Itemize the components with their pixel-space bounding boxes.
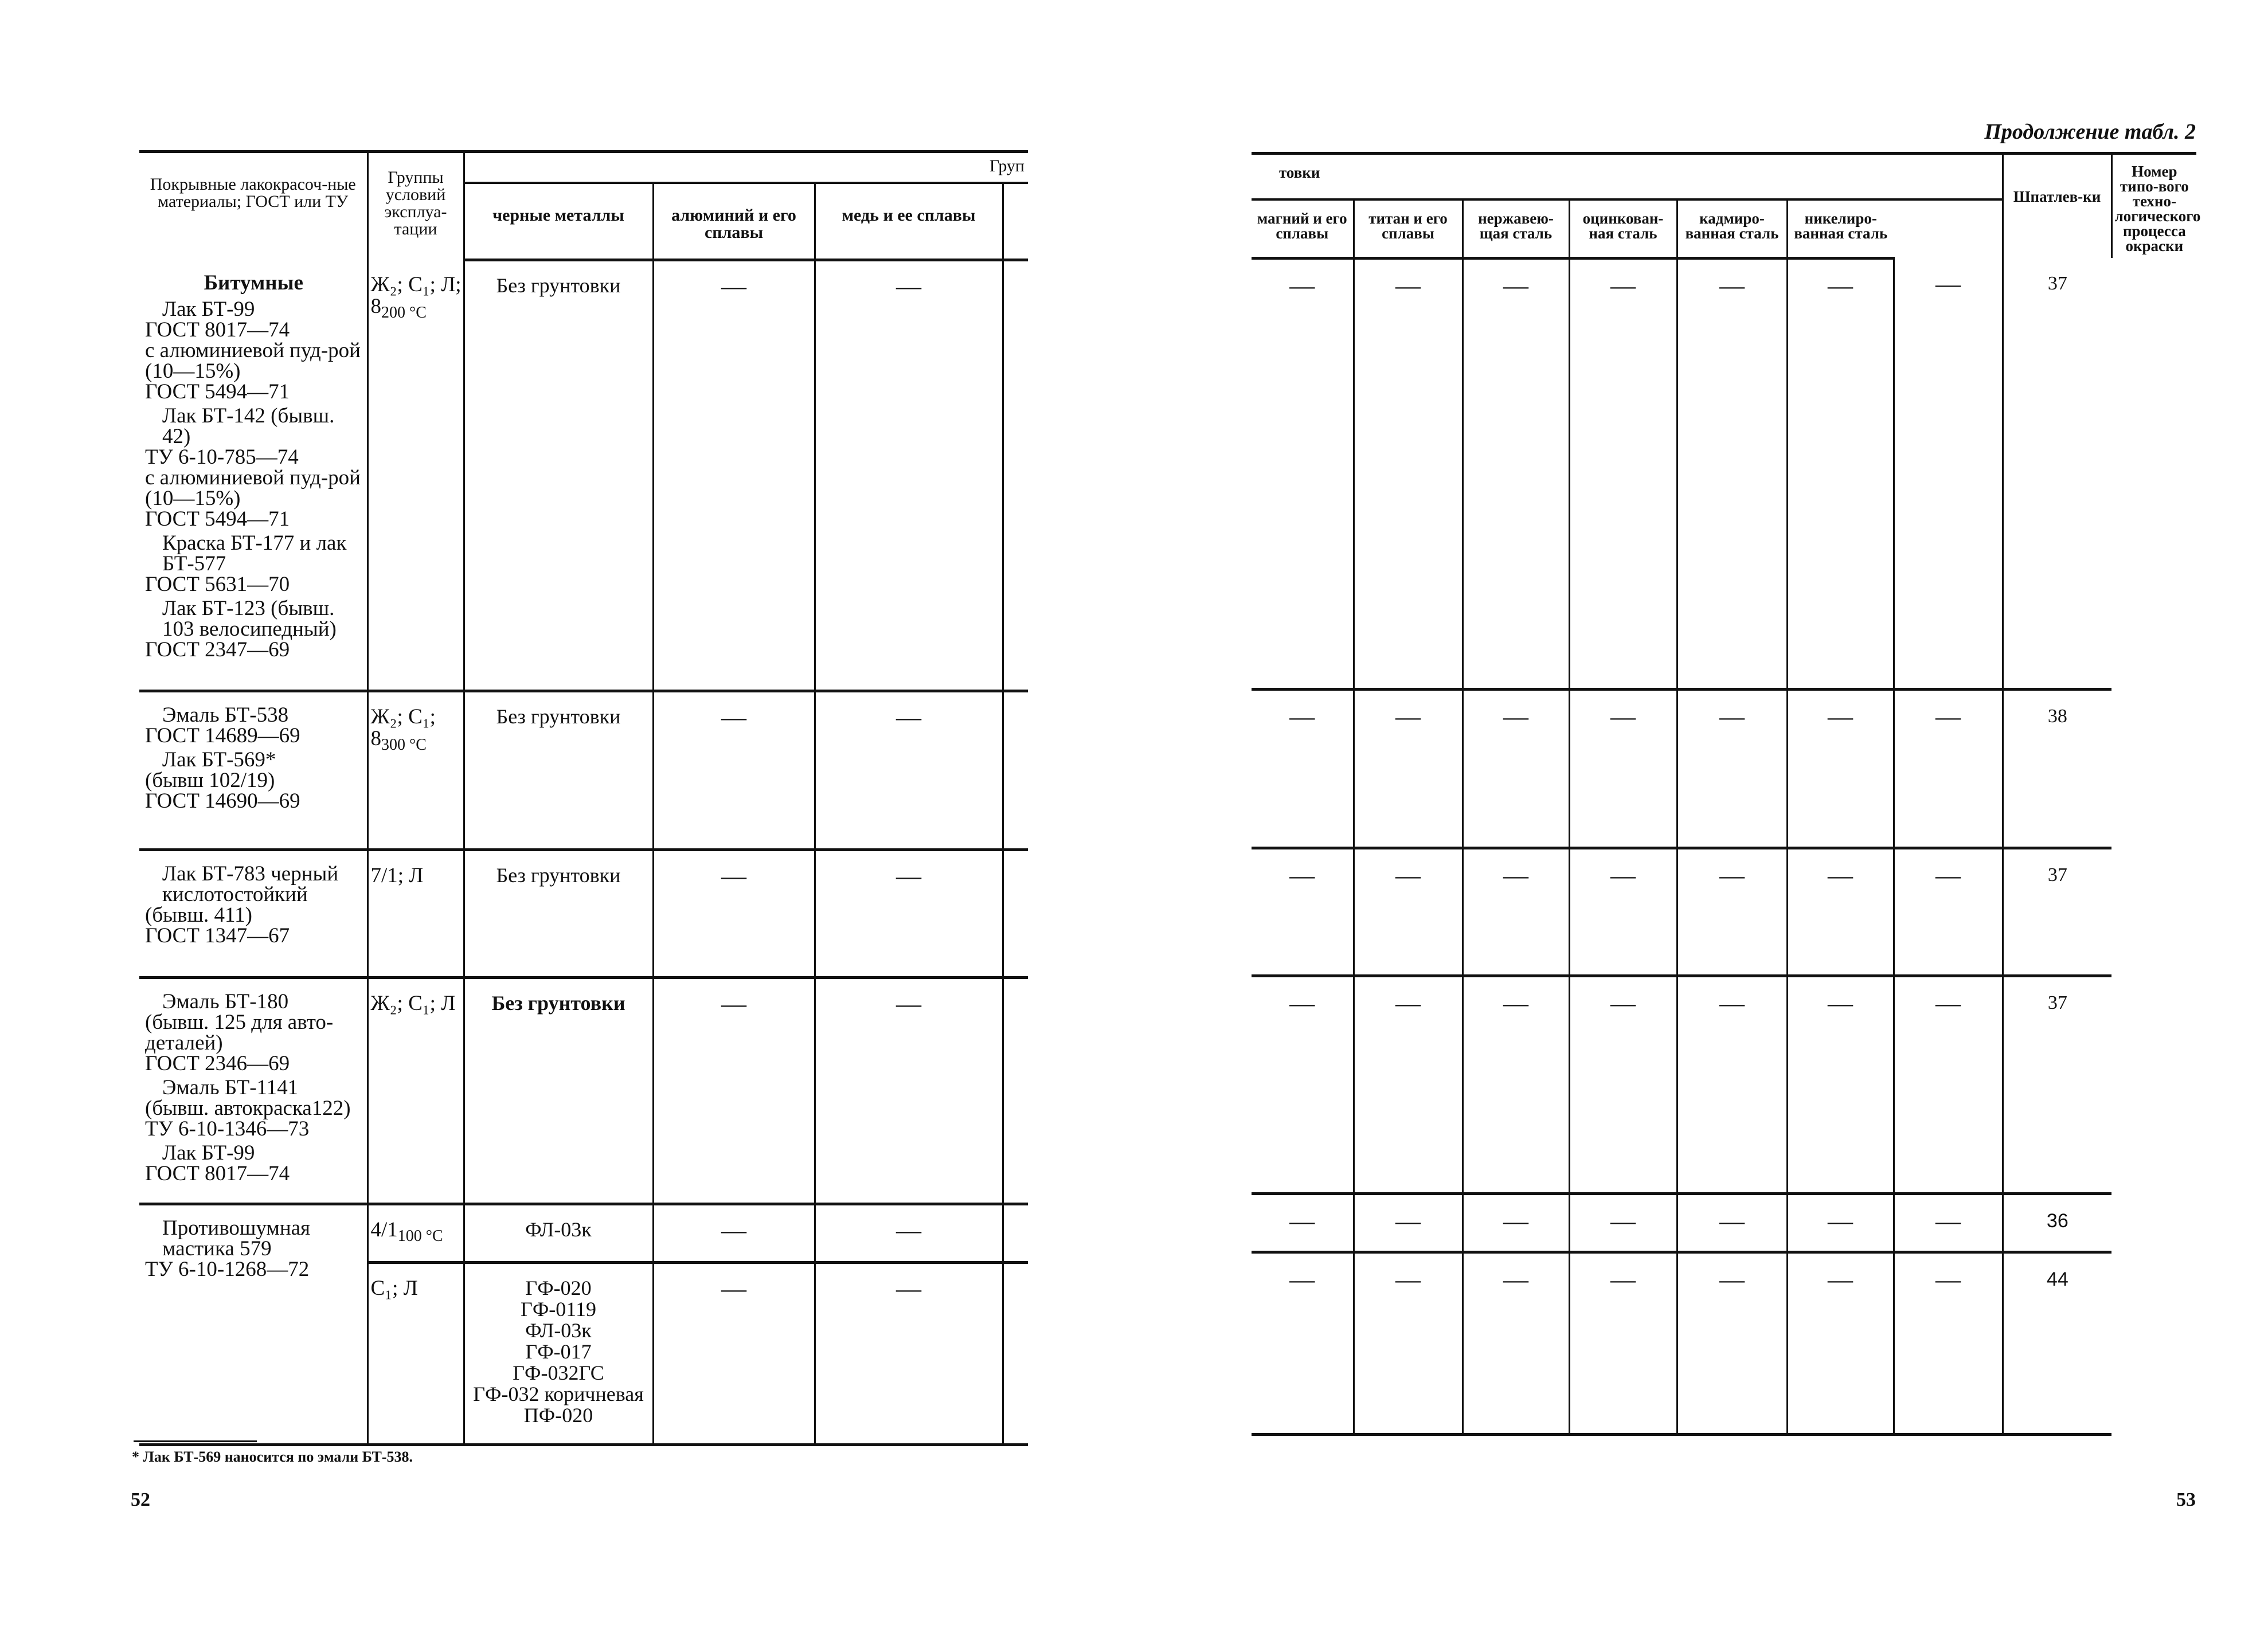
copper-cell: — xyxy=(815,260,1003,691)
material-entry xyxy=(145,1078,362,1140)
material-line: ГОСТ 5494—71 xyxy=(145,379,290,404)
material-line: Эмаль БТ-538 xyxy=(162,703,289,727)
process-number-cell: 38 xyxy=(2003,689,2111,848)
header-putty: Шпатлев-ки xyxy=(2003,154,2111,259)
nickel-cell: — xyxy=(1787,848,1894,976)
cadmium-cell: — xyxy=(1677,1193,1787,1252)
titanium-cell: — xyxy=(1354,1193,1463,1252)
header-titanium: титан и его сплавы xyxy=(1354,199,1463,258)
material-line: ГОСТ 1347—67 xyxy=(145,924,290,947)
table-row xyxy=(1252,689,2196,848)
groups-cell xyxy=(367,691,464,850)
footnote: * Лак БТ-569 наносится по эмали БТ-538. xyxy=(132,1448,413,1465)
right-page xyxy=(1134,0,2268,1625)
copper-cell: — xyxy=(815,691,1003,850)
material-line: ТУ 6-10-1268—72 xyxy=(145,1258,310,1281)
groups-cell xyxy=(367,1263,464,1445)
material-line: Лак БТ-123 (бывш. 103 велосипедный) xyxy=(162,596,337,641)
cadmium-cell: — xyxy=(1677,976,1787,1193)
process-number-cell: 44 xyxy=(2003,1252,2111,1434)
header-materials: Покрывные лакокрасоч-ные материалы; ГОСТ или ТУ xyxy=(139,152,367,260)
primer-line: ГФ-032 коричневая xyxy=(473,1383,644,1405)
material-line: Краска БТ-177 и лак БТ-577 xyxy=(162,531,347,575)
primer-line: ПФ-020 xyxy=(523,1404,593,1427)
aluminium-cell: — xyxy=(653,260,815,691)
titanium-cell: — xyxy=(1354,258,1463,689)
materials-cell xyxy=(139,691,367,850)
material-line: Лак БТ-142 (бывш. 42) xyxy=(162,404,335,448)
header-magnesium: магний и его сплавы xyxy=(1252,199,1354,258)
groups-theta: 8 xyxy=(370,727,381,750)
groups-value: Ж₂; С₁; Л xyxy=(370,992,456,1015)
table-row xyxy=(1252,848,2196,976)
header-gruppy: Груп xyxy=(464,152,1028,183)
groups-cell xyxy=(367,1204,464,1263)
header-aluminium: алюминий и его сплавы xyxy=(653,183,815,260)
groups-temperature: 100 °С xyxy=(397,1227,443,1245)
materials-cell xyxy=(139,978,367,1204)
material-line: (бывш. автокраска122) xyxy=(145,1097,351,1120)
material-line: (бывш. 411) xyxy=(145,903,252,927)
right-table xyxy=(1252,152,2201,1436)
magnesium-cell: — xyxy=(1252,848,1354,976)
material-line: Лак БТ-783 черный кислотостойкий xyxy=(162,862,339,906)
material-line: ГОСТ 8017—74 xyxy=(145,1162,290,1185)
process-number-cell: 37 xyxy=(2003,848,2111,976)
groups-cell xyxy=(367,850,464,978)
magnesium-cell: — xyxy=(1252,1252,1354,1434)
spacer-cell xyxy=(1003,850,1028,978)
magnesium-cell: — xyxy=(1252,1193,1354,1252)
stainless-cell: — xyxy=(1463,1252,1569,1434)
spacer-cell xyxy=(1003,260,1028,691)
material-entry xyxy=(145,1143,362,1184)
table-row xyxy=(1252,976,2196,1193)
page-number: 53 xyxy=(2176,1489,2196,1510)
groups-value: Ж₂; С₁; Л; xyxy=(370,272,462,296)
groups-temperature: 300 °С xyxy=(381,736,427,754)
stainless-cell: — xyxy=(1463,1193,1569,1252)
primer-line: ГФ-032ГС xyxy=(513,1361,604,1384)
material-line: Эмаль БТ-1141 xyxy=(162,1076,299,1099)
header-spacer xyxy=(1003,183,1028,260)
table-continuation-title: Продолжение табл. 2 xyxy=(1984,120,2196,144)
material-line: Лак БТ-99 xyxy=(162,1141,255,1165)
spacer-cell xyxy=(1003,1204,1028,1263)
material-line: с алюминиевой пуд-рой (10—15%) xyxy=(145,338,361,383)
page-number: 52 xyxy=(131,1489,150,1510)
material-entry xyxy=(145,299,362,402)
groups-cell xyxy=(367,978,464,1204)
galvanized-cell: — xyxy=(1569,1252,1677,1434)
table-row xyxy=(139,850,1028,978)
putty-cell: — xyxy=(1894,689,2003,848)
putty-cell: — xyxy=(1894,258,2003,689)
material-line: (бывш. 125 для авто-деталей) xyxy=(145,1011,334,1055)
stainless-cell: — xyxy=(1463,976,1569,1193)
aluminium-cell: — xyxy=(653,1263,815,1445)
material-entry xyxy=(145,750,362,812)
material-line: ГОСТ 5631—70 xyxy=(145,572,290,596)
aluminium-cell: — xyxy=(653,978,815,1204)
groups-value: С₁; Л xyxy=(370,1276,418,1300)
material-line: ТУ 6-10-785—74 xyxy=(145,445,299,469)
copper-cell: — xyxy=(815,978,1003,1204)
table-row xyxy=(1252,258,2196,689)
putty-cell: — xyxy=(1894,1193,2003,1252)
material-entry xyxy=(145,406,362,530)
magnesium-cell: — xyxy=(1252,258,1354,689)
material-line: Эмаль БТ-180 xyxy=(162,990,289,1013)
groups-temperature: 200 °С xyxy=(381,303,427,322)
copper-cell: — xyxy=(815,1204,1003,1263)
groups-cell xyxy=(367,260,464,691)
spacer-cell xyxy=(1003,1263,1028,1445)
primer-line: ГФ-0119 xyxy=(521,1298,596,1321)
black-metals-cell: Без грунтовки xyxy=(464,850,653,978)
materials-cell xyxy=(139,260,367,691)
header-nickel: никелиро-ванная сталь xyxy=(1787,199,1894,258)
putty-cell: — xyxy=(1894,848,2003,976)
material-entry xyxy=(145,705,362,746)
materials-cell xyxy=(139,850,367,978)
putty-cell: — xyxy=(1894,1252,2003,1434)
table-row xyxy=(139,691,1028,850)
cadmium-cell: — xyxy=(1677,1252,1787,1434)
galvanized-cell: — xyxy=(1569,976,1677,1193)
header-tovki: товки xyxy=(1252,154,2003,199)
titanium-cell: — xyxy=(1354,976,1463,1193)
stainless-cell: — xyxy=(1463,258,1569,689)
nickel-cell: — xyxy=(1787,689,1894,848)
process-number-cell: 36 xyxy=(2003,1193,2111,1252)
groups-value: 4/1 xyxy=(370,1218,398,1242)
aluminium-cell: — xyxy=(653,1204,815,1263)
nickel-cell: — xyxy=(1787,1193,1894,1252)
header-process-number: Номер типо-вого техно-логического процесса окраски xyxy=(2111,154,2196,259)
header-galvanized: оцинкован-ная сталь xyxy=(1569,199,1677,258)
table-row xyxy=(1252,1193,2196,1252)
galvanized-cell: — xyxy=(1569,848,1677,976)
nickel-cell: — xyxy=(1787,1252,1894,1434)
cadmium-cell: — xyxy=(1677,848,1787,976)
copper-cell: — xyxy=(815,1263,1003,1445)
left-table xyxy=(139,150,1028,1446)
primer-line: ГФ-017 xyxy=(525,1340,592,1363)
titanium-cell: — xyxy=(1354,1252,1463,1434)
black-metals-cell: Без грунтовки xyxy=(464,978,653,1204)
material-line: ГОСТ 14689—69 xyxy=(145,724,300,747)
black-metals-cell: Без грунтовки xyxy=(464,691,653,850)
table-row xyxy=(139,1204,1028,1263)
aluminium-cell: — xyxy=(653,850,815,978)
header-copper: медь и ее сплавы xyxy=(815,183,1003,260)
stainless-cell: — xyxy=(1463,689,1569,848)
header-cadmium: кадмиро-ванная сталь xyxy=(1677,199,1787,258)
left-header-row-1 xyxy=(139,152,1028,183)
titanium-cell: — xyxy=(1354,848,1463,976)
material-entry xyxy=(145,1218,362,1280)
groups-value: Ж₂; С₁; xyxy=(370,705,436,729)
aluminium-cell: — xyxy=(653,691,815,850)
header-stainless: нержавею-щая сталь xyxy=(1463,199,1569,258)
magnesium-cell: — xyxy=(1252,976,1354,1193)
material-line: ГОСТ 5494—71 xyxy=(145,507,290,531)
materials-cell xyxy=(139,1204,367,1445)
material-line: ТУ 6-10-1346—73 xyxy=(145,1117,310,1141)
material-entry xyxy=(145,864,362,946)
header-groups: Группы условий эксплуа-тации xyxy=(367,152,464,260)
nickel-cell: — xyxy=(1787,976,1894,1193)
groups-value: 7/1; Л xyxy=(370,864,424,887)
category-label: Битумные xyxy=(204,271,303,295)
material-line: ГОСТ 2347—69 xyxy=(145,637,290,661)
cadmium-cell: — xyxy=(1677,258,1787,689)
table-row xyxy=(139,978,1028,1204)
spacer-cell xyxy=(1003,691,1028,850)
process-number-cell: 37 xyxy=(2003,258,2111,689)
copper-cell: — xyxy=(815,850,1003,978)
header-black-metals: черные металлы xyxy=(464,183,653,260)
groups-theta: 8 xyxy=(370,294,381,318)
spacer-cell xyxy=(1003,978,1028,1204)
galvanized-cell: — xyxy=(1569,1193,1677,1252)
footnote-rule xyxy=(134,1440,257,1442)
black-metals-cell: ФЛ-03к xyxy=(464,1204,653,1263)
primer-line: ФЛ-03к xyxy=(525,1319,592,1342)
black-metals-cell: Без грунтовки xyxy=(464,260,653,691)
material-line: ГОСТ 8017—74 xyxy=(145,318,290,342)
material-entry xyxy=(145,992,362,1074)
material-entry xyxy=(145,598,362,660)
material-line: Противошумная мастика 579 xyxy=(162,1216,311,1260)
material-line: ГОСТ 2346—69 xyxy=(145,1052,290,1075)
titanium-cell: — xyxy=(1354,689,1463,848)
galvanized-cell: — xyxy=(1569,258,1677,689)
material-line: с алюминиевой пуд-рой (10—15%) xyxy=(145,465,361,510)
black-metals-cell xyxy=(464,1263,653,1445)
material-entry xyxy=(145,533,362,595)
cadmium-cell: — xyxy=(1677,689,1787,848)
nickel-cell: — xyxy=(1787,258,1894,689)
process-number-cell: 37 xyxy=(2003,976,2111,1193)
stainless-cell: — xyxy=(1463,848,1569,976)
table-row xyxy=(1252,1252,2196,1434)
material-line: ГОСТ 14690—69 xyxy=(145,789,300,813)
material-line: Лак БТ-99 xyxy=(162,297,255,321)
primer-line: ГФ-020 xyxy=(525,1276,592,1299)
material-line: (бывш 102/19) xyxy=(145,769,275,792)
right-header-row-1 xyxy=(1252,154,2196,199)
galvanized-cell: — xyxy=(1569,689,1677,848)
magnesium-cell: — xyxy=(1252,689,1354,848)
material-line: Лак БТ-569* xyxy=(162,748,276,772)
putty-cell: — xyxy=(1894,976,2003,1193)
table-row xyxy=(139,260,1028,691)
